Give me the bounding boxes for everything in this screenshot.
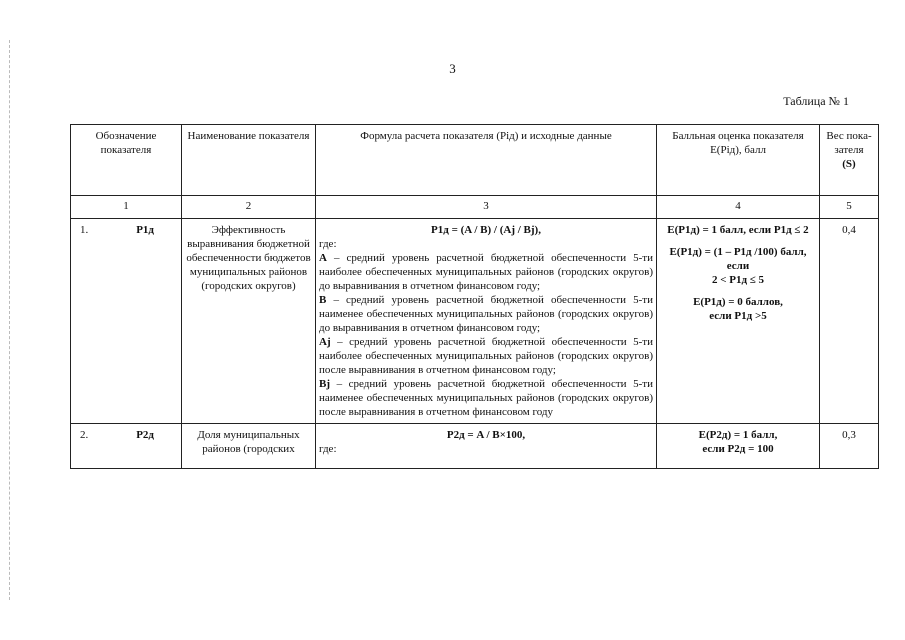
header-weight-line1: Вес пока-: [826, 130, 872, 142]
column-number: 1: [71, 196, 182, 219]
indicator-designation: [71, 219, 182, 424]
indicator-code: P1д: [136, 224, 154, 236]
header-weight-line3: (S): [842, 158, 856, 170]
score-cell: [657, 424, 820, 469]
indicator-formula: P1д = (A / B) / (Aj / Bj),: [431, 224, 541, 236]
indicator-formula-cell: [316, 424, 657, 469]
score-rule-3: E(P1д) = 0 баллов,: [693, 296, 783, 308]
definition-key: B: [319, 294, 327, 306]
column-number: 2: [182, 196, 316, 219]
indicator-name: Доля муниципальных районов (городских: [182, 424, 316, 469]
indicator-name: Эффективность выравнивания бюджетной обеспеченности бюджетов муниципальных районов (городских округов): [182, 219, 316, 424]
indicator-formula: P2д = A / B×100,: [446, 429, 526, 441]
header-weight: [820, 125, 879, 196]
definition-key: Bj: [319, 378, 330, 390]
definition-text: – средний уровень расчетной бюджетной обеспеченности 5-ти наименее обеспеченных муниципальных районов (городских округов) до выравнивания в отчетном финансовом году;: [319, 294, 653, 334]
indicator-code: P2д: [136, 429, 154, 441]
indicator-weight: 0,4: [820, 219, 879, 424]
score-rule-3-condition: если P1д >5: [709, 310, 767, 322]
table-caption: Таблица № 1: [783, 94, 849, 108]
score-cell: [657, 219, 820, 424]
header-designation: Обозначение показателя: [71, 125, 182, 196]
header-row: [71, 125, 879, 196]
column-number: 5: [820, 196, 879, 219]
header-score-line2: E(Pід), балл: [710, 144, 766, 156]
header-name: Наименование показателя: [182, 125, 316, 196]
definition-key: Aj: [319, 336, 331, 348]
indicator-formula-cell: [316, 219, 657, 424]
score-rule-2: E(P1д) = (1 – P1д /100) балл,: [669, 246, 807, 258]
header-score: [657, 125, 820, 196]
table-row: [71, 424, 879, 469]
definition-key: A: [319, 252, 327, 264]
score-rule-1: E(P2д) = 1 балл,: [698, 429, 778, 441]
where-label: где:: [319, 443, 337, 455]
score-rule-1: E(P1д) = 1 балл, если P1д ≤ 2: [667, 224, 809, 236]
table-row: [71, 219, 879, 424]
column-number-row: [71, 196, 879, 219]
definition-aj: [319, 335, 653, 377]
definition-text: – средний уровень расчетной бюджетной обеспеченности 5-ти наименее обеспеченных муниципальных районов (городских округов) после выравнивания в отчетном финансовом году: [319, 378, 653, 418]
column-number: 4: [657, 196, 820, 219]
header-score-line1: Балльная оценка показателя: [672, 130, 804, 142]
column-number: 3: [316, 196, 657, 219]
definition-a: [319, 251, 653, 293]
margin-dashed-line: [9, 40, 10, 600]
page-number: 3: [449, 61, 456, 76]
score-rule-2-range: 2 < P1д ≤ 5: [711, 274, 765, 286]
score-rule-2-condition: если: [726, 260, 750, 272]
header-weight-line2: зателя: [834, 144, 864, 156]
indicator-weight: 0,3: [820, 424, 879, 469]
indicator-table: [70, 124, 879, 469]
score-rule-1-condition: если P2д = 100: [702, 443, 774, 455]
definition-text: – средний уровень расчетной бюджетной обеспеченности 5-ти наиболее обеспеченных муниципальных районов (городских округов) после выравнивания в отчетном финансовом году;: [319, 336, 653, 376]
header-formula: Формула расчета показателя (Pід) и исходные данные: [316, 125, 657, 196]
definition-b: [319, 293, 653, 335]
definition-bj: [319, 377, 653, 419]
indicator-designation: [71, 424, 182, 469]
definition-text: – средний уровень расчетной бюджетной обеспеченности 5-ти наиболее обеспеченных муниципальных районов (городских округов) до выравнивания в отчетном финансовом году;: [319, 252, 653, 292]
row-number: 2.: [80, 429, 89, 441]
row-number: 1.: [80, 224, 89, 236]
where-label: где:: [319, 238, 337, 250]
